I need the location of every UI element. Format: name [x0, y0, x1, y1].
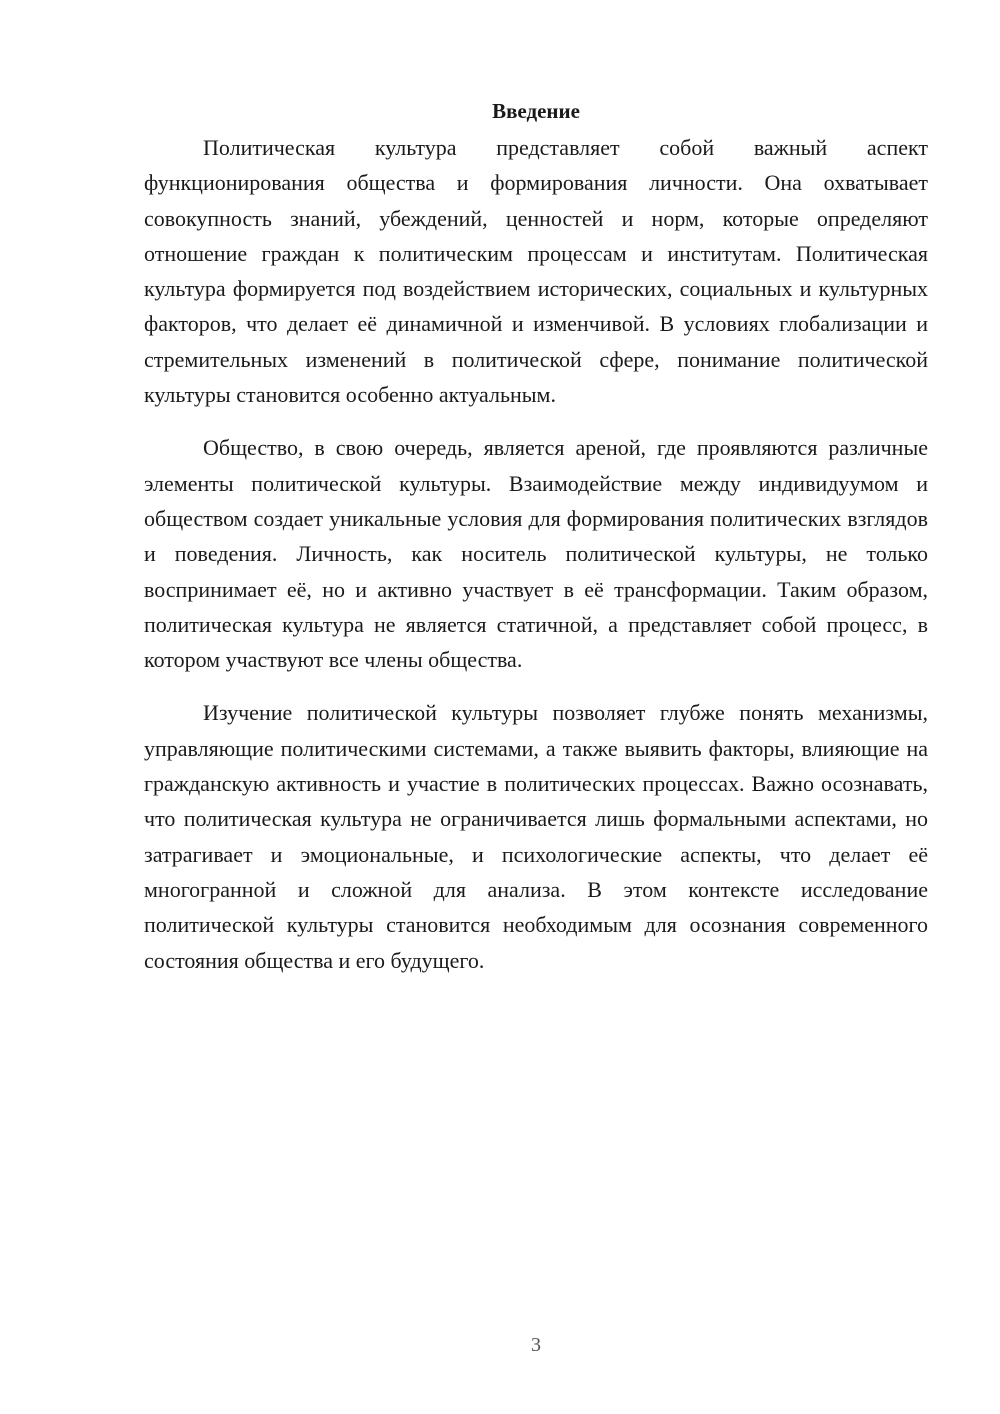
section-heading: Введение	[492, 99, 580, 123]
page-body	[144, 96, 928, 978]
paragraph-3: Изучение политической культуры позволяет глубже понять механизмы, управляющие политическими системами, а также выявить факторы, влияющие на гражданскую активность и участие в политических процессах. Важно осознавать, что политическая культура не ограничивается лишь формальными аспектами, но затрагивает и эмоциональные, и психологические аспекты, что делает её многогранной и сложной для анализа. В этом контексте исследование политической культуры становится необходимым для осознания современного состояния общества и его будущего.	[144, 700, 928, 973]
page-number: 3	[531, 1334, 541, 1356]
paragraph-2: Общество, в свою очередь, является ареной, где проявляются различные элементы политической культуры. Взаимодействие между индивидуумом и обществом создает уникальные условия для формирования политических взглядов и поведения. Личность, как носитель политической культуры, не только воспринимает её, но и активно участвует в её трансформации. Таким образом, политическая культура не является статичной, а представляет собой процесс, в котором участвуют все члены общества.	[144, 435, 928, 673]
paragraph-1: Политическая культура представляет собой важный аспект функционирования общества и формирования личности. Она охватывает совокупность знаний, убеждений, ценностей и норм, которые определяют отношение граждан к политическим процессам и институтам. Политическая культура формируется под воздействием исторических, социальных и культурных факторов, что делает её динамичной и изменчивой. В условиях глобализации и стремительных изменений в политической сфере, понимание политической культуры становится особенно актуальным.	[144, 135, 928, 408]
